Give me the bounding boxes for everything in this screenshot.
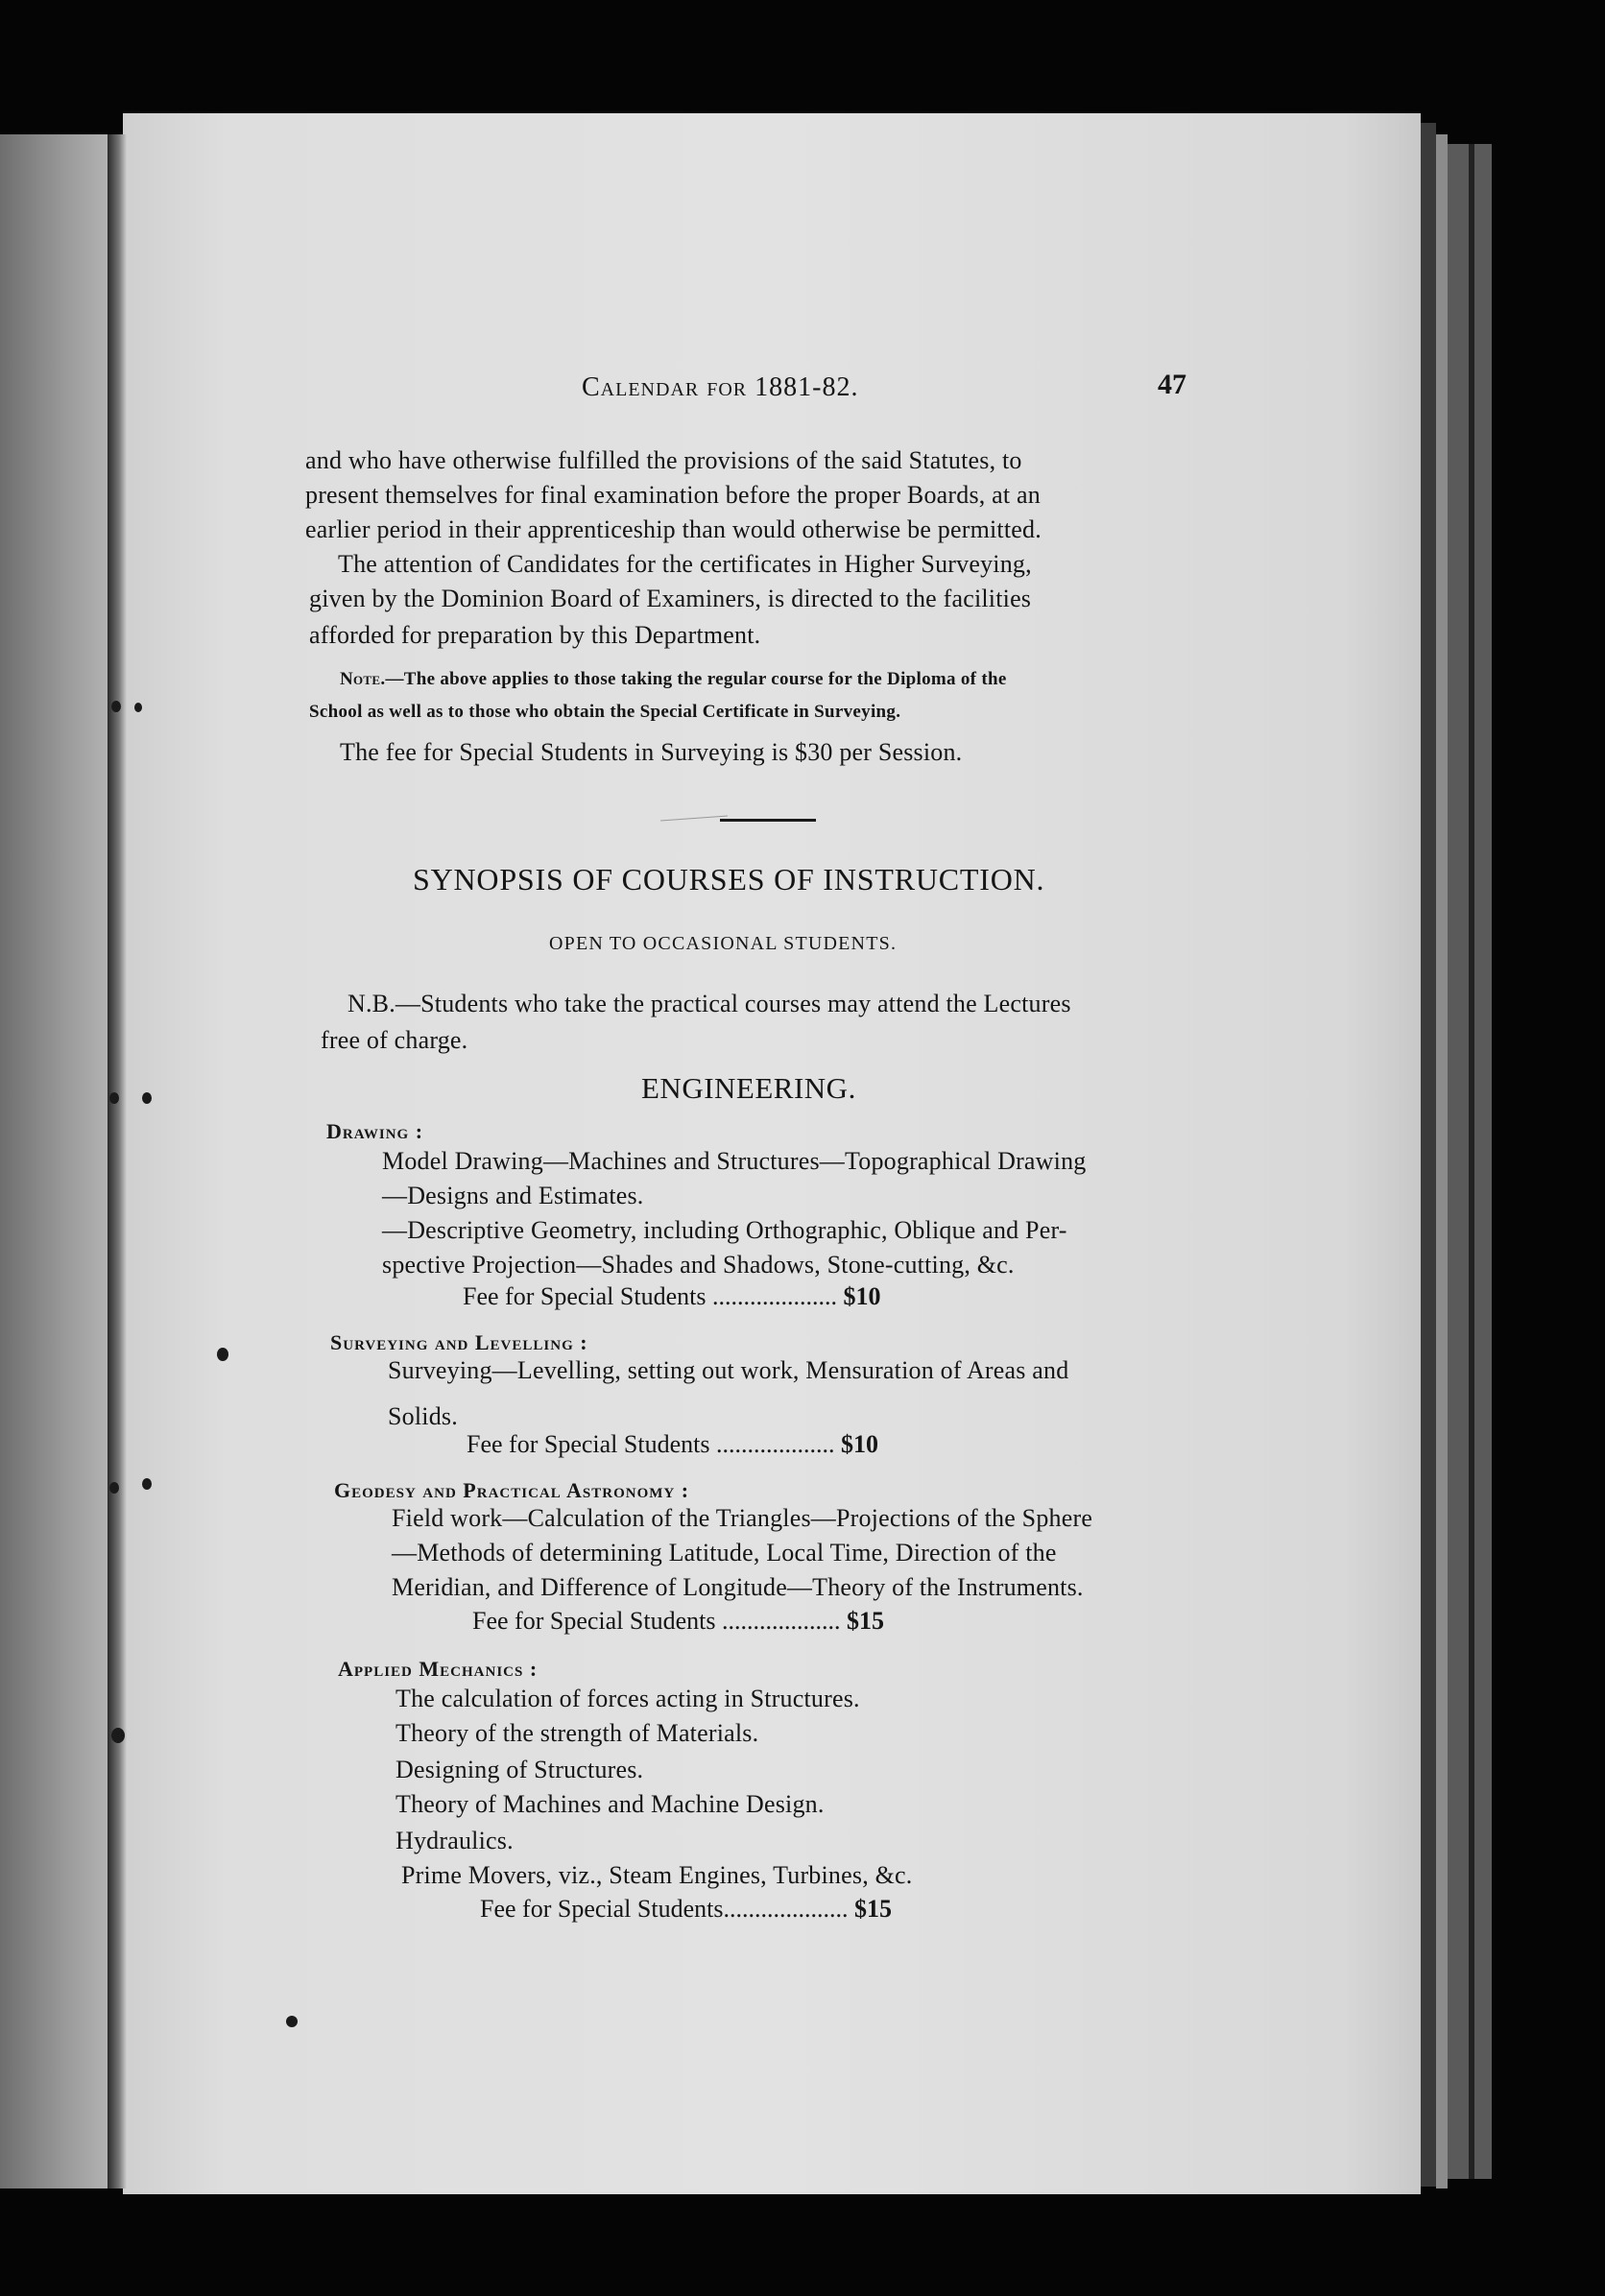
fee-label: Fee for Special Students ...................	[472, 1607, 841, 1635]
paragraph-line: present themselves for final examination before the proper Boards, at an	[305, 481, 1041, 509]
synopsis-title: SYNOPSIS OF COURSES OF INSTRUCTION.	[413, 862, 1045, 897]
note-label: Note.	[340, 669, 386, 689]
course-line: Surveying—Levelling, setting out work, Mensuration of Areas and	[388, 1356, 1069, 1384]
paragraph-line: and who have otherwise fulfilled the provisions of the said Statutes, to	[305, 446, 1022, 474]
synopsis-subtitle: OPEN TO OCCASIONAL STUDENTS.	[549, 933, 898, 954]
course-line: Solids.	[388, 1402, 458, 1430]
nb-line: N.B.—Students who take the practical courses may attend the Lectures	[347, 990, 1071, 1017]
paragraph-line: given by the Dominion Board of Examiners, is directed to the facilities	[309, 585, 1032, 612]
section-title-drawing: Drawing :	[326, 1119, 424, 1143]
note-line	[340, 664, 1007, 695]
section-title-surveying: Surveying and Levelling :	[330, 1330, 588, 1354]
running-header-title: Calendar for 1881-82.	[582, 372, 859, 402]
fee-amount: $15	[853, 1895, 892, 1923]
section-divider-faint	[660, 816, 728, 822]
note-line: School as well as to those who obtain the Special Certificate in Surveying.	[309, 702, 901, 722]
fee-amount: $10	[840, 1430, 878, 1458]
course-line: Hydraulics.	[395, 1827, 514, 1854]
course-line: —Descriptive Geometry, including Orthographic, Oblique and Per-	[382, 1216, 1067, 1244]
paragraph-line: afforded for preparation by this Department.	[309, 621, 761, 649]
fee-amount: $15	[846, 1607, 884, 1635]
fee-label: Fee for Special Students ...................	[467, 1430, 835, 1458]
fee-amount: $10	[843, 1282, 881, 1310]
course-line: Theory of the strength of Materials.	[395, 1719, 759, 1747]
course-line: Prime Movers, viz., Steam Engines, Turbines, &c.	[401, 1861, 913, 1889]
fee-label: Fee for Special Students ....................	[463, 1282, 837, 1310]
paragraph-line: The attention of Candidates for the certificates in Higher Surveying,	[338, 550, 1032, 578]
paragraph-line: earlier period in their apprenticeship than would otherwise be permitted.	[305, 515, 1042, 543]
fee-line-drawing	[463, 1282, 880, 1311]
surveying-fee-line: The fee for Special Students in Surveying is $30 per Session.	[340, 738, 963, 766]
course-line: Field work—Calculation of the Triangles—Projections of the Sphere	[392, 1504, 1093, 1532]
nb-line: free of charge.	[321, 1026, 468, 1054]
course-line: —Methods of determining Latitude, Local Time, Direction of the	[392, 1539, 1057, 1567]
note-text: —The above applies to those taking the regular course for the Diploma of the	[385, 669, 1007, 689]
engineering-heading: ENGINEERING.	[641, 1071, 856, 1105]
course-line: Theory of Machines and Machine Design.	[395, 1790, 825, 1818]
fee-line-surveying	[467, 1430, 878, 1459]
course-line: —Designs and Estimates.	[382, 1182, 644, 1209]
course-line: The calculation of forces acting in Structures.	[395, 1685, 860, 1712]
page-number: 47	[1158, 369, 1186, 400]
course-line: Model Drawing—Machines and Structures—Topographical Drawing	[382, 1147, 1087, 1175]
fee-line-applied-mechanics	[480, 1895, 892, 1924]
section-title-geodesy: Geodesy and Practical Astronomy :	[334, 1478, 690, 1502]
fee-line-geodesy	[472, 1607, 884, 1636]
course-line: spective Projection—Shades and Shadows, Stone-cutting, &c.	[382, 1251, 1015, 1279]
section-title-applied-mechanics: Applied Mechanics :	[338, 1657, 539, 1681]
section-divider	[720, 819, 816, 822]
fee-label: Fee for Special Students....................	[480, 1895, 849, 1923]
course-line: Meridian, and Difference of Longitude—Theory of the Instruments.	[392, 1573, 1084, 1601]
course-line: Designing of Structures.	[395, 1756, 644, 1783]
